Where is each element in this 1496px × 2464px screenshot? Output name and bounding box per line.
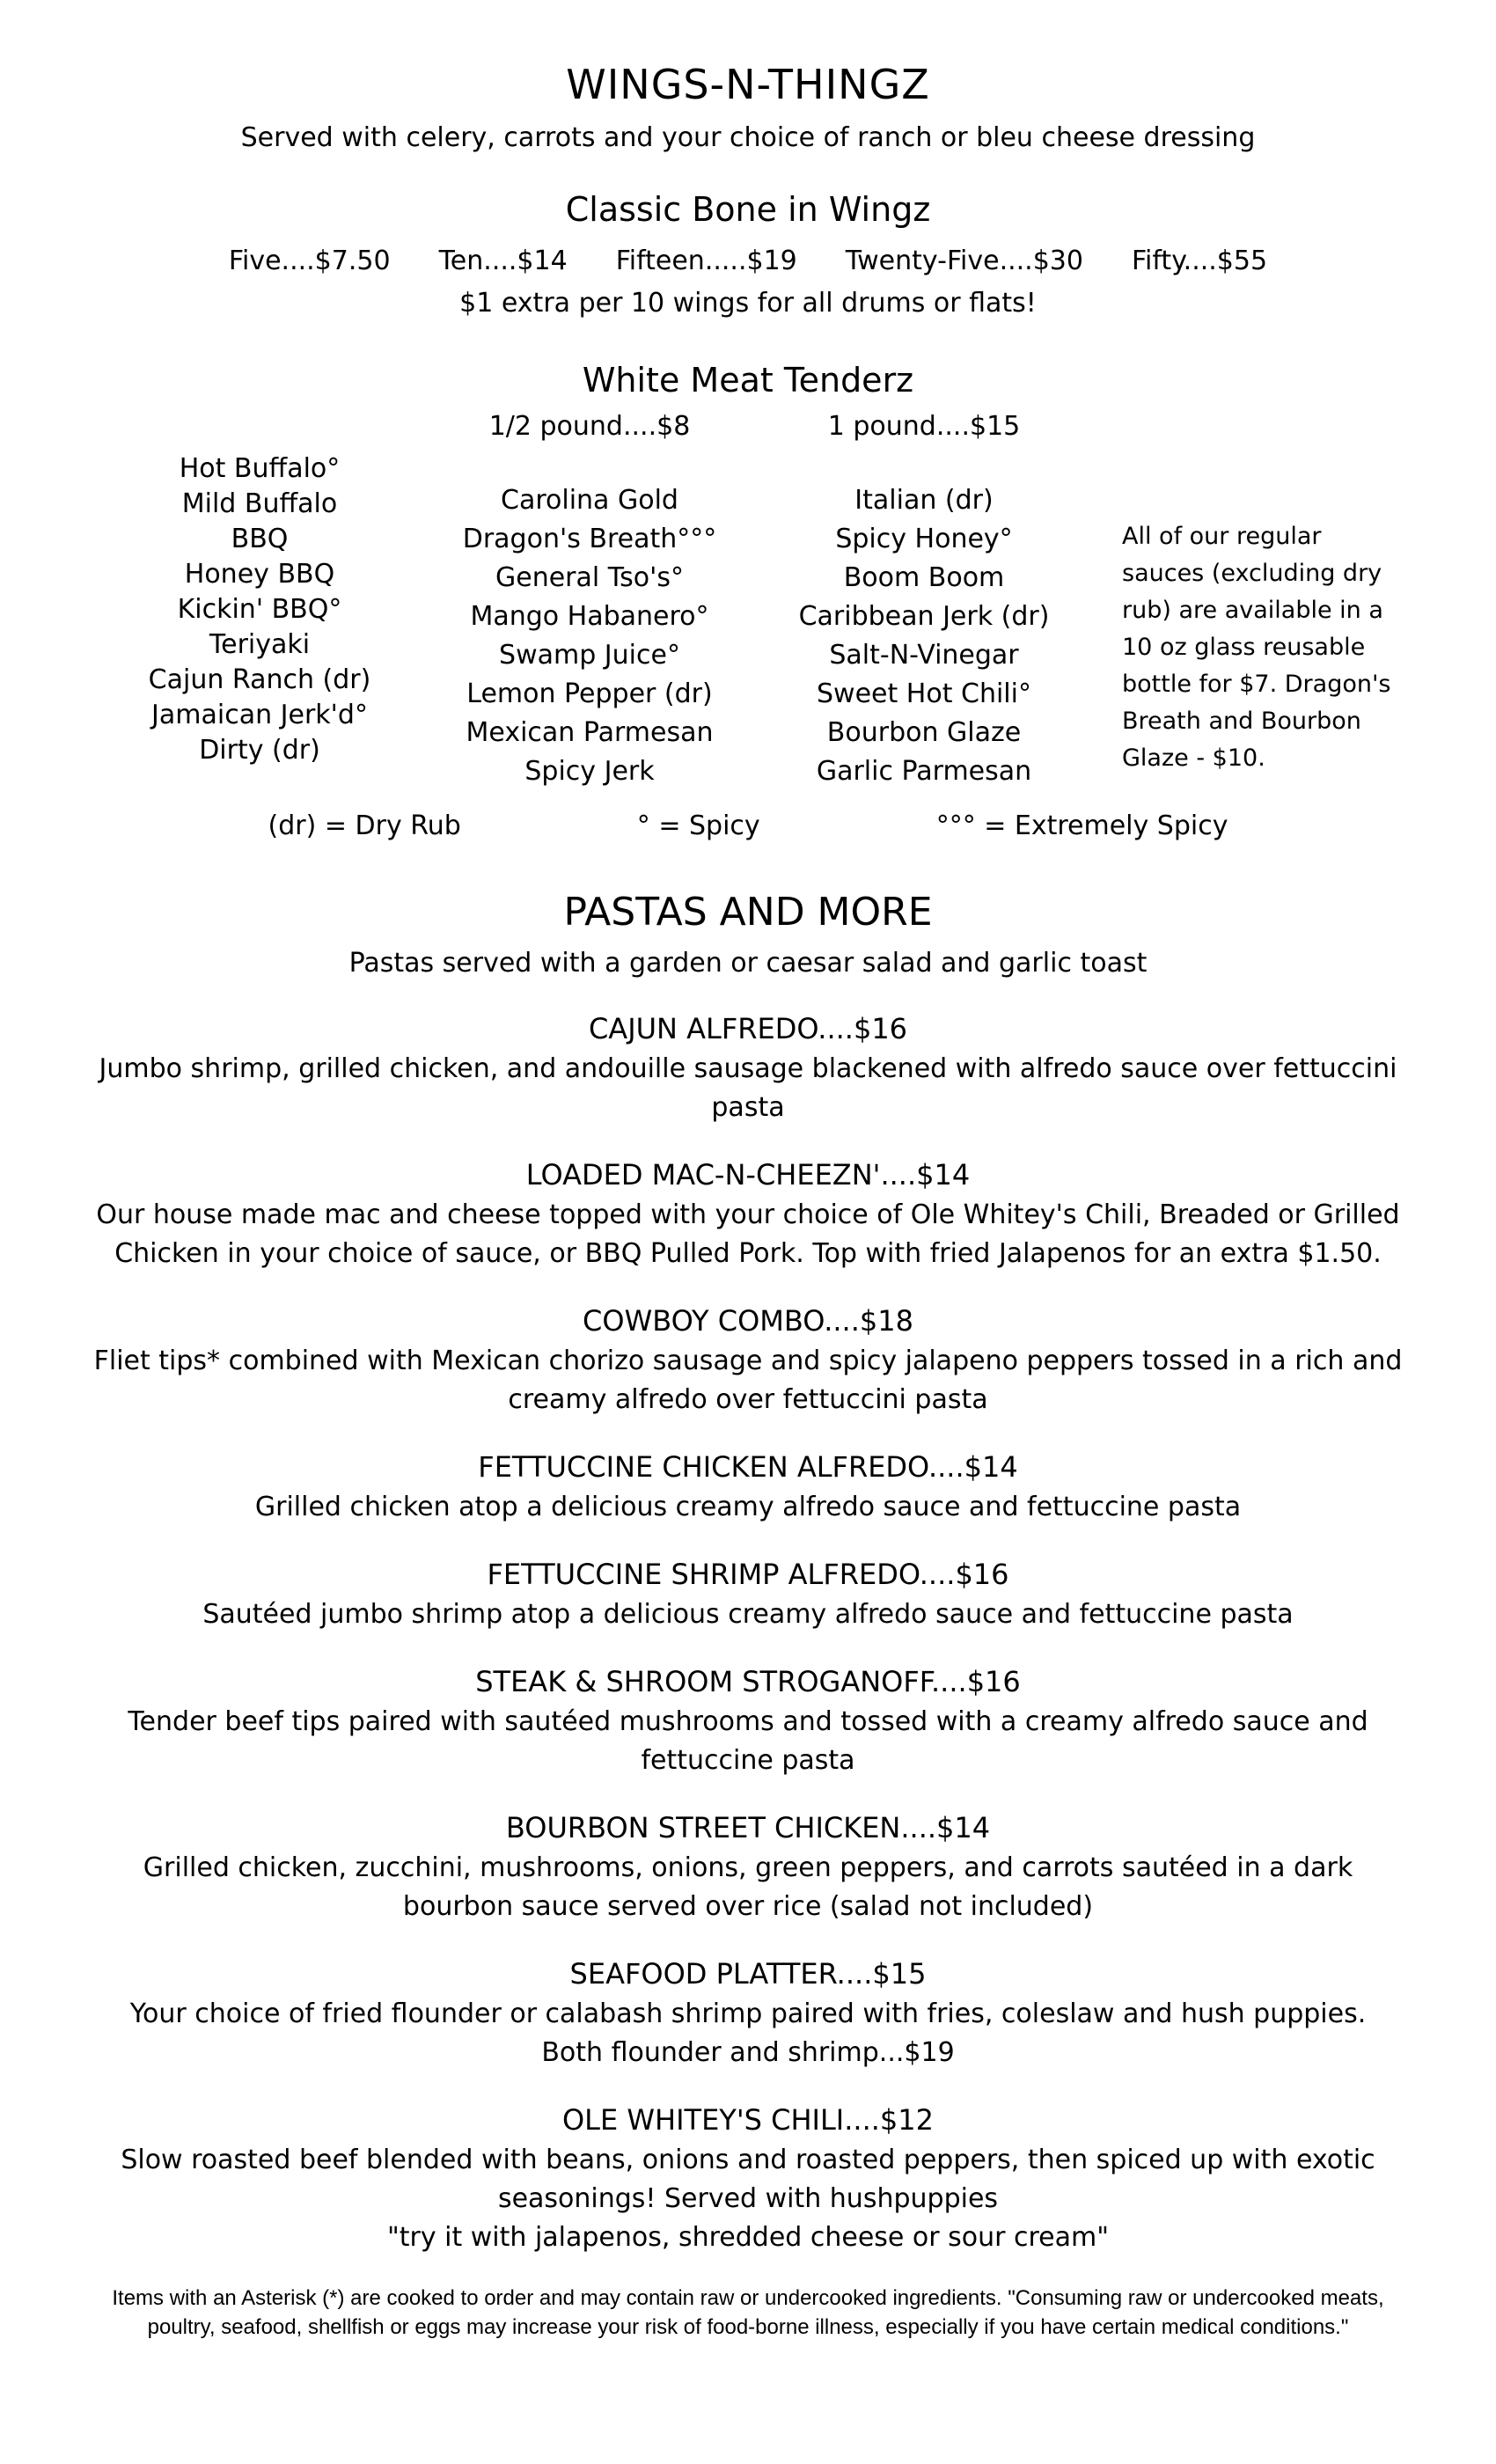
sauce-item: Lemon Pepper (dr) bbox=[466, 678, 713, 709]
menu-item-fettuccine-chicken-alfredo bbox=[0, 1449, 1496, 1527]
page-subtitle: Served with celery, carrots and your choice of ranch or bleu cheese dressing bbox=[240, 122, 1256, 153]
wing-price-fifty: Fifty....$55 bbox=[1131, 246, 1268, 276]
sauce-item: Dragon's Breath°°° bbox=[462, 524, 717, 554]
menu-item-description: Your choice of fried flounder or calabash shrimp paired with fries, coleslaw and hush puppies. bbox=[129, 1998, 1367, 2029]
sauce-item: Jamaican Jerk'd° bbox=[151, 700, 368, 730]
menu-item-cajun-alfredo bbox=[0, 1011, 1496, 1127]
menu-item-description-2: "try it with jalapenos, shredded cheese or sour cream" bbox=[386, 2222, 1110, 2253]
sauce-item: Spicy Honey° bbox=[835, 524, 1013, 554]
sauce-item: Italian (dr) bbox=[854, 485, 994, 516]
sizes-spacer-left bbox=[101, 409, 418, 444]
sauce-item: Swamp Juice° bbox=[499, 640, 680, 671]
menu-item-name: LOADED MAC-N-CHEEZN'....$14 bbox=[525, 1158, 971, 1192]
wing-price-ten: Ten....$14 bbox=[438, 246, 568, 276]
sauce-item: Sweet Hot Chili° bbox=[817, 678, 1031, 709]
menu-item-loaded-mac bbox=[0, 1157, 1496, 1273]
sauce-legend-row bbox=[0, 809, 1496, 844]
pastas-heading: PASTAS AND MORE bbox=[563, 890, 933, 935]
sauce-item: Mango Habanero° bbox=[470, 601, 709, 632]
menu-item-name: BOURBON STREET CHICKEN....$14 bbox=[505, 1811, 991, 1844]
sauce-item: Teriyaki bbox=[209, 629, 311, 660]
sauce-item: Boom Boom bbox=[843, 562, 1005, 593]
menu-item-name: FETTUCCINE SHRIMP ALFREDO....$16 bbox=[487, 1558, 1009, 1591]
menu-item-fettuccine-shrimp-alfredo bbox=[0, 1557, 1496, 1634]
sizes-spacer-right bbox=[1087, 409, 1395, 444]
sauce-item: Hot Buffalo° bbox=[179, 453, 341, 484]
tenderz-heading: White Meat Tenderz bbox=[582, 361, 914, 400]
menu-item-steak-shroom-stroganoff bbox=[0, 1664, 1496, 1780]
sauce-item: Honey BBQ bbox=[184, 559, 335, 590]
sauce-item: Carolina Gold bbox=[501, 485, 678, 516]
menu-item-name: OLE WHITEY'S CHILI....$12 bbox=[561, 2103, 934, 2137]
sauce-item: Mild Buffalo bbox=[181, 488, 338, 519]
wing-price-twenty-five: Twenty-Five....$30 bbox=[845, 246, 1083, 276]
sauce-item: Kickin' BBQ° bbox=[177, 594, 342, 625]
sauce-item: Spicy Jerk bbox=[524, 756, 655, 787]
menu-item-name: FETTUCCINE CHICKEN ALFREDO....$14 bbox=[478, 1450, 1018, 1484]
sauce-column-3 bbox=[761, 451, 1087, 791]
sauce-item: Bourbon Glaze bbox=[826, 717, 1022, 748]
tenderz-sizes-row bbox=[101, 409, 1395, 444]
menu-item-cowboy-combo bbox=[0, 1303, 1496, 1419]
menu-item-bourbon-street-chicken bbox=[0, 1810, 1496, 1926]
legend-dry-rub: (dr) = Dry Rub bbox=[268, 810, 461, 841]
classic-wings-heading: Classic Bone in Wingz bbox=[565, 190, 931, 229]
pastas-subtitle: Pastas served with a garden or caesar salad and garlic toast bbox=[348, 948, 1148, 979]
sauce-item: General Tso's° bbox=[495, 562, 684, 593]
wings-extra-note: $1 extra per 10 wings for all drums or flats! bbox=[459, 288, 1037, 319]
menu-item-ole-whiteys-chili bbox=[0, 2102, 1496, 2257]
menu-item-description: Fliet tips* combined with Mexican chorizo sausage and spicy jalapeno peppers tossed in a rich and creamy alfredo over fettuccini pasta bbox=[93, 1346, 1403, 1415]
legend-extremely-spicy: °°° = Extremely Spicy bbox=[935, 810, 1228, 841]
sauce-item: Dirty (dr) bbox=[199, 735, 320, 766]
sauce-item: Garlic Parmesan bbox=[816, 756, 1032, 787]
menu-item-description: Jumbo shrimp, grilled chicken, and andouille sausage blackened with alfredo sauce over fettuccini pasta bbox=[99, 1053, 1397, 1123]
tenderz-size-one-pound: 1 pound....$15 bbox=[827, 411, 1021, 442]
sauce-column-2 bbox=[418, 451, 761, 791]
menu-item-description: Slow roasted beef blended with beans, onions and roasted peppers, then spiced up with exotic seasonings! Served with hushpuppies bbox=[121, 2145, 1375, 2214]
menu-item-description: Grilled chicken atop a delicious creamy alfredo sauce and fettuccine pasta bbox=[254, 1492, 1242, 1522]
menu-item-description-2: Both flounder and shrimp...$19 bbox=[541, 2037, 955, 2068]
bottle-note: All of our regular sauces (excluding dry rub) are available in a 10 oz glass reusable bottle for $7. Dragon's Breath and Bourbon Glaze - $10. bbox=[1122, 523, 1391, 772]
menu-item-name: STEAK & SHROOM STROGANOFF....$16 bbox=[475, 1665, 1021, 1698]
sauce-column-1 bbox=[101, 451, 418, 791]
wing-price-fifteen: Fifteen.....$19 bbox=[615, 246, 797, 276]
sauce-grid bbox=[101, 451, 1395, 791]
menu-item-name: CAJUN ALFREDO....$16 bbox=[588, 1012, 908, 1045]
menu-item-description: Grilled chicken, zucchini, mushrooms, onions, green peppers, and carrots sautéed in a dark bourbon sauce served over rice (salad not included) bbox=[143, 1852, 1353, 1922]
sauce-item: Caribbean Jerk (dr) bbox=[798, 601, 1050, 632]
page-title: WINGS-N-THINGZ bbox=[566, 61, 930, 108]
wing-price-five: Five....$7.50 bbox=[228, 246, 391, 276]
legend-spicy: ° = Spicy bbox=[636, 810, 760, 841]
menu-item-name: SEAFOOD PLATTER....$15 bbox=[569, 1957, 927, 1991]
tenderz-size-half-pound: 1/2 pound....$8 bbox=[488, 411, 691, 442]
menu-item-description: Sautéed jumbo shrimp atop a delicious creamy alfredo sauce and fettuccine pasta bbox=[202, 1599, 1294, 1630]
menu-item-name: COWBOY COMBO....$18 bbox=[583, 1304, 913, 1338]
menu-item-description: Our house made mac and cheese topped with your choice of Ole Whitey's Chili, Breaded or Grilled Chicken in your choice of sauce, or BBQ Pulled Pork. Top with fried Jalapenos for an extra $1.50. bbox=[96, 1199, 1400, 1269]
menu-item-description: Tender beef tips paired with sautéed mushrooms and tossed with a creamy alfredo sauce and fettuccine pasta bbox=[128, 1706, 1368, 1776]
sauce-item: Salt-N-Vinegar bbox=[829, 640, 1019, 671]
sauce-item: Cajun Ranch (dr) bbox=[148, 664, 371, 695]
sauce-item: BBQ bbox=[231, 524, 289, 554]
wing-prices-row bbox=[0, 244, 1496, 279]
footer-disclaimer: Items with an Asterisk (*) are cooked to order and may contain raw or undercooked ingredients. "Consuming raw or undercooked meats, poultry, seafood, shellfish or eggs may increase your risk of food-borne illness, especially if you have certain medical conditions." bbox=[112, 2286, 1384, 2339]
menu-item-seafood-platter bbox=[0, 1956, 1496, 2072]
sauce-item: Mexican Parmesan bbox=[466, 717, 714, 748]
